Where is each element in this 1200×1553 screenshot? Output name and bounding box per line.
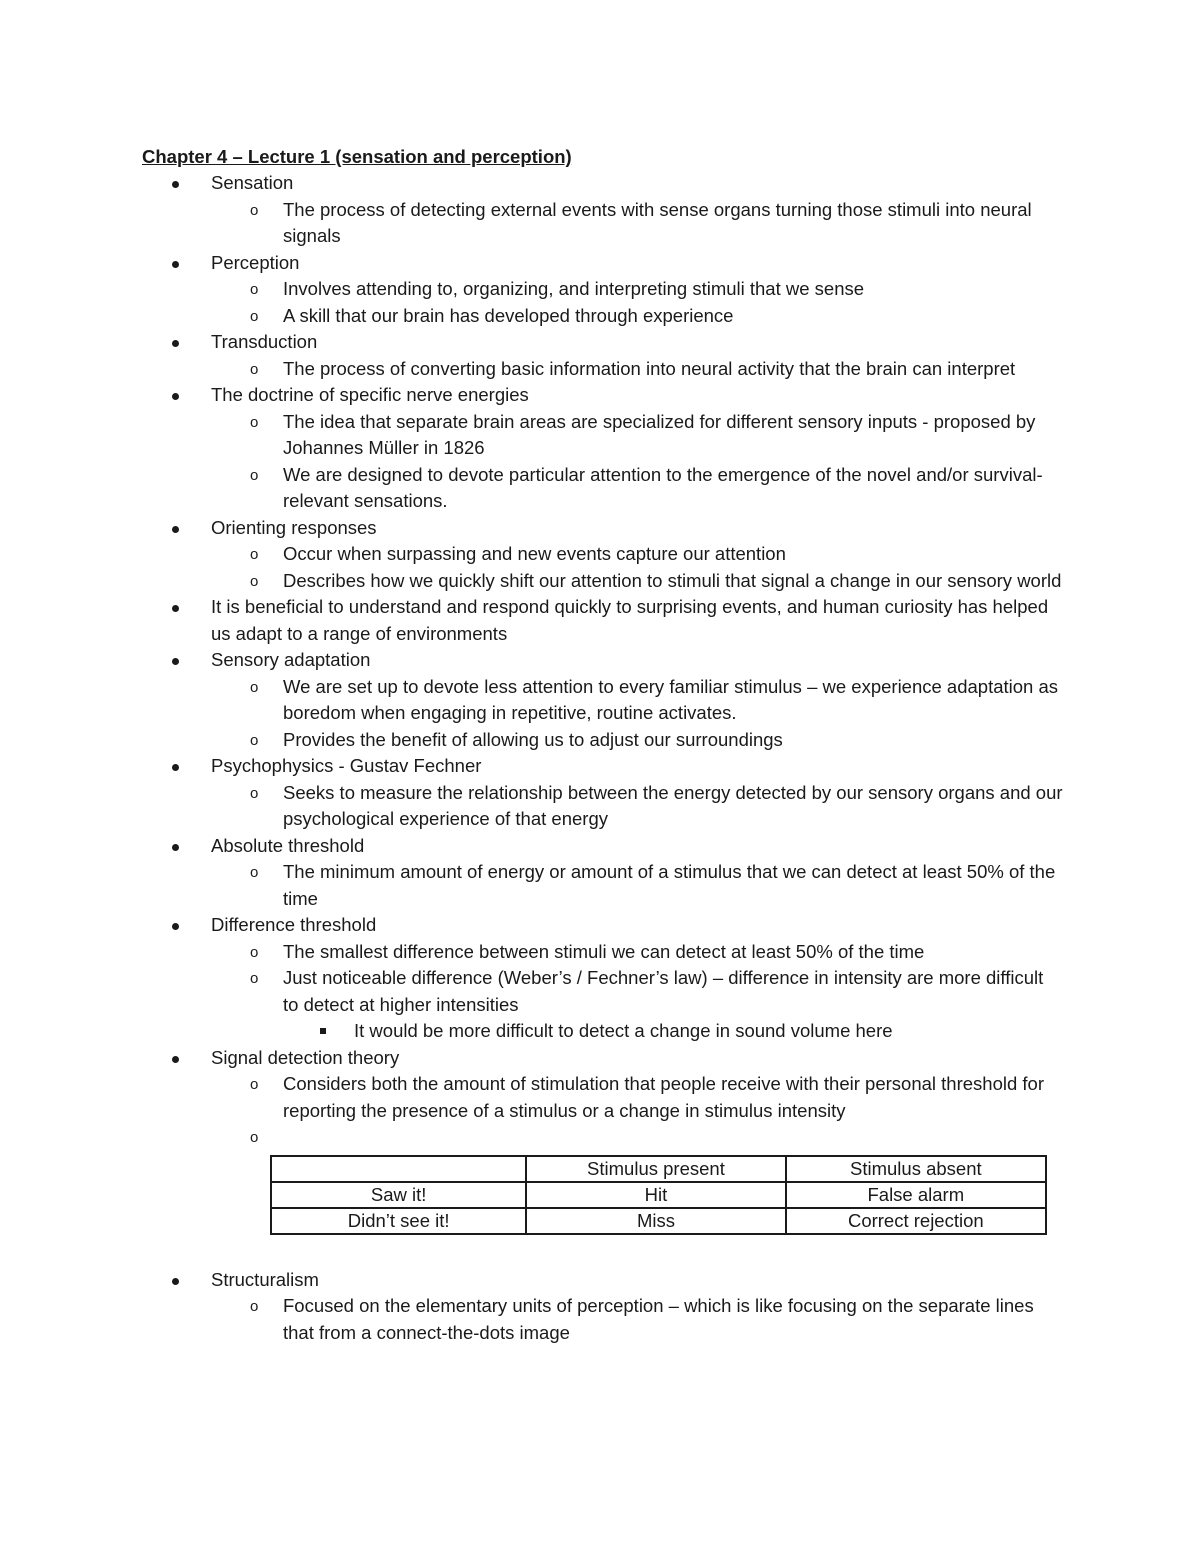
table-header-row [271,1156,1046,1182]
bullet-icon [172,658,179,665]
table-cell: False alarm [786,1182,1046,1208]
list-item [0,594,1200,647]
sub-list-item-text: Considers both the amount of stimulation that people receive with their personal threshold for reporting the presence of a stimulus or a change in stimulus intensity [283,1073,1044,1121]
list-item-label: Difference threshold [211,914,377,935]
circle-marker-icon: o [250,784,259,802]
list-item-label: Structuralism [211,1268,319,1290]
sub-list-item-text: Provides the benefit of allowing us to adjust our surroundings [283,728,783,750]
sub-list-item-text: The idea that separate brain areas are specialized for different sensory inputs - proposed by Johannes Müller in 1826 [283,410,1036,458]
sub-list-item-text: Describes how we quickly shift our attention to stimuli that signal a change in our sensory world [283,569,1062,591]
sub-list [211,356,1200,383]
bullet-icon [172,605,179,612]
sub-list-item-text: The process of converting basic information into neural activity that the brain can interpret [283,357,1016,379]
table-cell: Didn’t see it! [271,1208,526,1234]
sub-list-item [0,197,1200,250]
circle-marker-icon: o [250,546,259,563]
sub-list-item [0,568,1200,595]
sub-list [211,1071,1200,1151]
table-cell: Correct rejection [786,1208,1046,1234]
sub-list-item [0,727,1200,754]
circle-marker-icon: o [250,466,259,484]
circle-marker-icon: o [250,307,259,325]
bullet-icon [172,923,179,930]
outline-list [0,170,1200,1346]
table-cell: Saw it! [271,1182,526,1208]
sub-list-item [0,1071,1200,1124]
sub-list-item [0,674,1200,727]
sub-list-item-text: We are set up to devote less attention to every familiar stimulus – we experience adaptation as boredom when engaging in repetitive, routine activates. [283,675,1059,723]
sub-list-item-text: Involves attending to, organizing, and interpreting stimuli that we sense [283,278,865,299]
circle-marker-icon: o [250,360,259,378]
list-item [0,912,1200,1045]
list-item [0,647,1200,753]
bullet-icon [172,764,179,771]
circle-marker-icon: o [250,201,259,219]
list-item-label: Signal detection theory [211,1046,400,1068]
list-item [0,753,1200,833]
bullet-icon [172,181,179,188]
list-item-label: Orienting responses [211,516,377,538]
sub-list-item-text: Just noticeable difference (Weber’s / Fechner’s law) – difference in intensity are more difficult to detect at higher intensities [283,967,1044,1015]
table-cell: Hit [526,1182,785,1208]
list-item [0,1267,1200,1347]
sub-list [211,674,1200,754]
sub-sub-list-item-text: It would be more difficult to detect a change in sound volume here [354,1020,893,1041]
sub-list-item-text: We are designed to devote particular attention to the emergence of the novel and/or survival-relevant sensations. [283,463,1043,511]
sub-list [211,780,1200,833]
circle-marker-icon: o [250,970,259,987]
circle-marker-icon: o [250,1076,259,1093]
sub-list-item-text: The process of detecting external events with sense organs turning those stimuli into neural signals [283,198,1032,246]
page-title: Chapter 4 – Lecture 1 (sensation and perception) [142,146,572,167]
sub-list-item [0,276,1200,303]
list-item-label: Transduction [211,331,318,352]
sub-list-item [0,462,1200,515]
sub-list-item-text: Focused on the elementary units of perception – which is like focusing on the separate lines that from a connect-the-dots image [283,1295,1034,1343]
sub-list-item [0,356,1200,383]
sub-list-item-text: Occur when surpassing and new events capture our attention [283,543,786,564]
list-item [0,382,1200,515]
sub-list [211,1293,1200,1346]
bullet-icon [172,340,179,347]
sub-list-item-text: The minimum amount of energy or amount of a stimulus that we can detect at least 50% of the time [283,861,1056,909]
circle-marker-icon: o [250,1298,259,1315]
signal-detection-table [270,1155,1047,1235]
sub-list-item [0,409,1200,462]
sub-list-item [0,541,1200,568]
table-cell: Miss [526,1208,785,1234]
sub-list-item [0,939,1200,966]
circle-marker-icon: o [250,943,259,961]
circle-marker-icon: o [250,731,259,749]
sub-list [211,409,1200,515]
sub-list-item-text: The smallest difference between stimuli we can detect at least 50% of the time [283,940,925,962]
circle-marker-icon: o [250,413,259,431]
table-header-cell: Stimulus absent [786,1156,1046,1182]
list-item-label: Absolute threshold [211,834,365,856]
sub-list [211,939,1200,1045]
sub-list-item [0,859,1200,912]
circle-marker-icon: o [250,281,259,298]
square-bullet-icon [320,1028,326,1034]
list-item-label: Sensory adaptation [211,649,371,670]
sub-list-item-text [283,1124,1063,1151]
list-item [0,250,1200,330]
circle-marker-icon: o [250,1129,259,1146]
sub-list-item [0,303,1200,330]
sub-list-item [0,780,1200,833]
circle-marker-icon: o [250,678,259,696]
sub-list-item-text: Seeks to measure the relationship between the energy detected by our sensory organs and our psychological experience of that energy [283,781,1063,829]
sub-list-item-text: A skill that our brain has developed through experience [283,304,734,326]
bullet-icon [172,844,179,851]
signal-detection-table-block [0,1155,1200,1241]
sub-list [211,276,1200,329]
bullet-icon [172,1056,179,1063]
bullet-icon [172,261,179,268]
sub-list-item [0,1293,1200,1346]
list-item-label: The doctrine of specific nerve energies [211,384,529,405]
bullet-icon [172,393,179,400]
list-item [0,170,1200,250]
bullet-icon [172,1278,179,1285]
list-item-label: Sensation [211,172,294,193]
sub-sub-list-item [0,1018,1200,1045]
circle-marker-icon: o [250,572,259,590]
list-item [0,1045,1200,1151]
list-item-label: Perception [211,251,300,273]
sub-list [211,541,1200,594]
table-row [271,1208,1046,1234]
sub-list-item [0,1124,1200,1151]
list-item [0,329,1200,382]
list-item [0,515,1200,595]
list-item-label: It is beneficial to understand and respond quickly to surprising events, and human curiosity has helped us adapt to a range of environments [211,596,1049,644]
table-row [271,1182,1046,1208]
table-header-cell: Stimulus present [526,1156,785,1182]
sub-list-item [0,965,1200,1045]
list-item-label: Psychophysics - Gustav Fechner [211,755,482,776]
sub-list [211,859,1200,912]
list-item [0,833,1200,913]
bullet-icon [172,526,179,533]
sub-list [211,197,1200,250]
table-header-cell [271,1156,526,1182]
sub-sub-list [283,1018,1200,1045]
circle-marker-icon: o [250,864,259,881]
